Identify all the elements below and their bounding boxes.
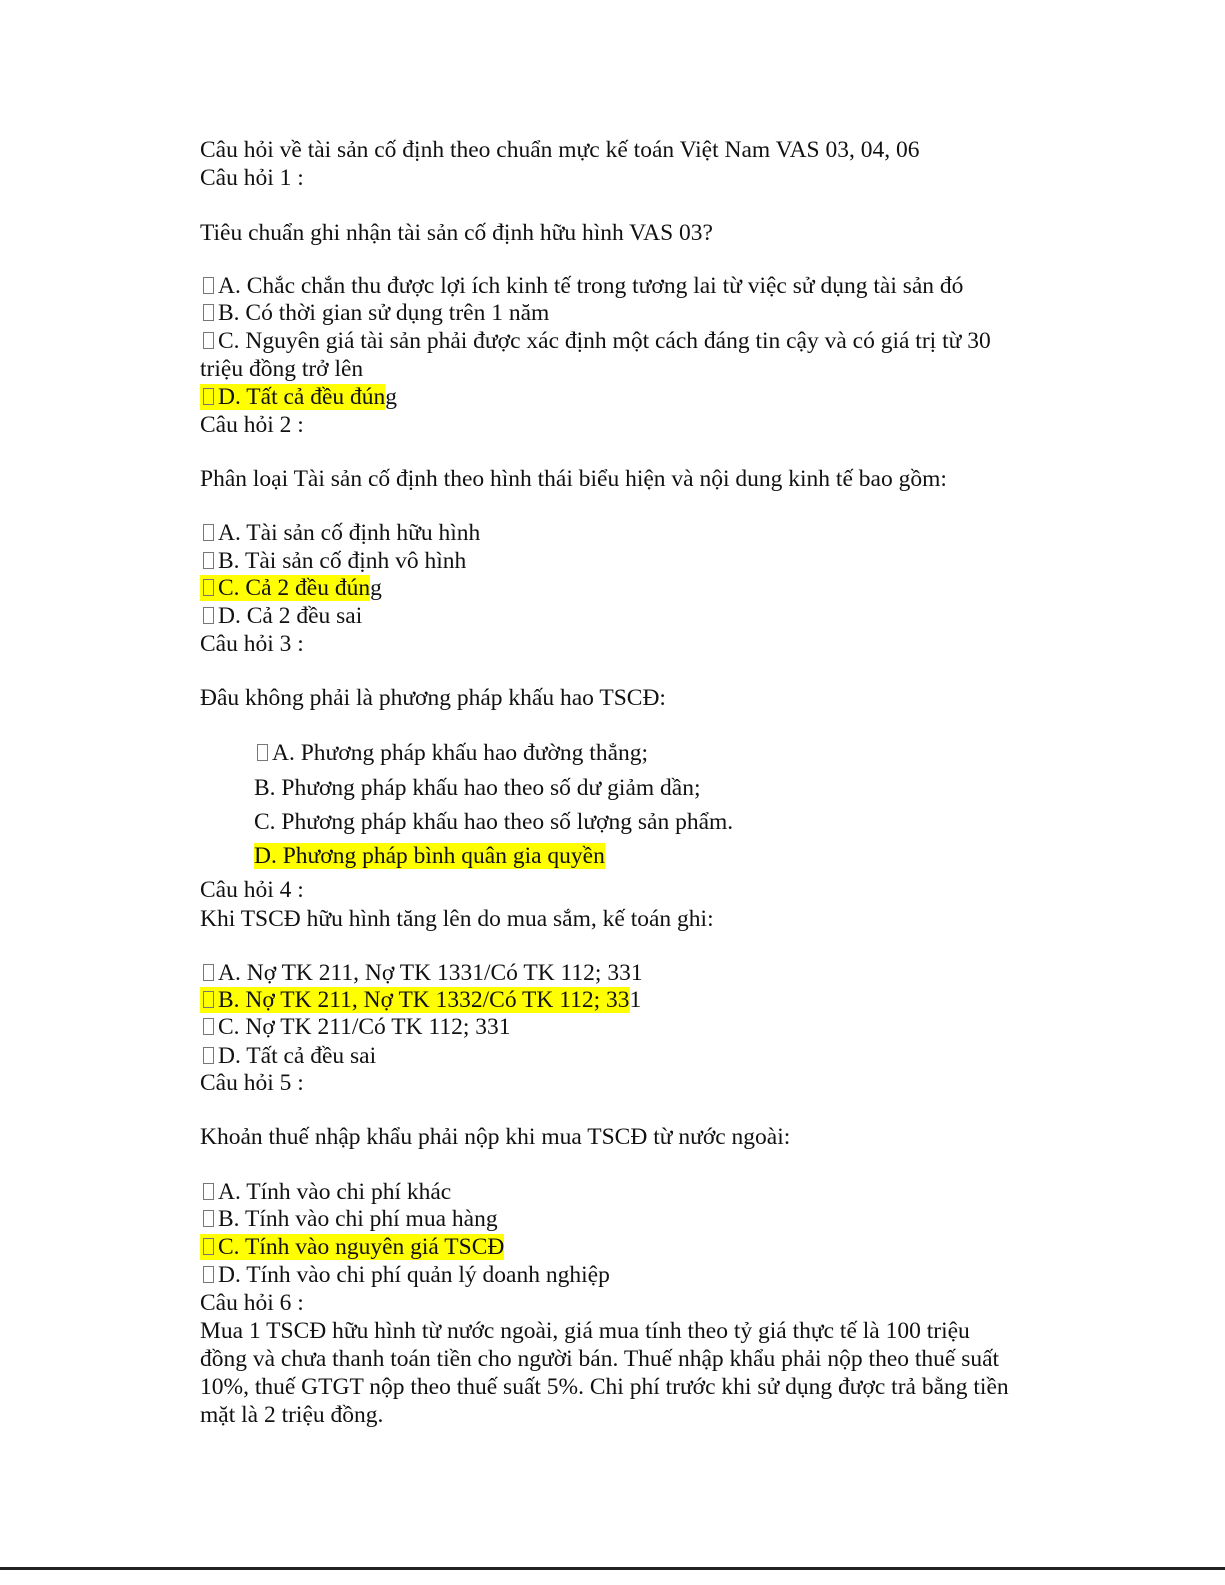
checkbox-glyph-icon [203, 1183, 214, 1200]
checkbox-glyph-icon [203, 579, 214, 596]
q1-option-a: A. Chắc chắn thu được lợi ích kinh tế trong tương lai từ việc sử dụng tài sản đó [200, 272, 963, 300]
q1-option-c: C. Nguyên giá tài sản phải được xác định một cách đáng tin cậy và có giá trị từ 30 [200, 327, 991, 355]
q2-option-a: A. Tài sản cố định hữu hình [200, 519, 480, 547]
q1-option-b: B. Có thời gian sử dụng trên 1 năm [200, 299, 549, 327]
checkbox-glyph-icon [203, 388, 214, 405]
question-2-label: Câu hỏi 2 : [200, 412, 304, 438]
q1-option-d-answer: D. Tất cả đều đúng [200, 383, 397, 411]
question-2-text: Phân loại Tài sản cố định theo hình thái biểu hiện và nội dung kinh tế bao gồm: [200, 466, 947, 492]
q2-option-c-answer: C. Cả 2 đều đúng [200, 574, 382, 602]
checkbox-glyph-icon [203, 964, 214, 981]
checkbox-glyph-icon [257, 744, 268, 761]
q5-option-c-answer [200, 1233, 504, 1261]
highlight: D. Phương pháp bình quân gia quyền [254, 843, 605, 869]
q3-option-a: A. Phương pháp khấu hao đường thẳng; [254, 739, 648, 767]
page-bottom-rule [0, 1567, 1225, 1570]
question-5-text: Khoản thuế nhập khẩu phải nộp khi mua TSCĐ từ nước ngoài: [200, 1124, 791, 1150]
checkbox-glyph-icon [203, 304, 214, 321]
question-3-label: Câu hỏi 3 : [200, 631, 304, 657]
checkbox-glyph-icon [203, 1047, 214, 1064]
highlight: C. Tính vào nguyên giá TSCĐ [200, 1234, 504, 1260]
question-1-label: Câu hỏi 1 : [200, 165, 304, 191]
checkbox-glyph-icon [203, 991, 214, 1008]
question-6-text-line-2: đồng và chưa thanh toán tiền cho người bán. Thuế nhập khẩu phải nộp theo thuế suất [200, 1346, 1000, 1372]
checkbox-glyph-icon [203, 1018, 214, 1035]
checkbox-glyph-icon [203, 1238, 214, 1255]
q5-option-a: A. Tính vào chi phí khác [200, 1178, 451, 1206]
checkbox-glyph-icon [203, 1266, 214, 1283]
q4-option-c: C. Nợ TK 211/Có TK 112; 331 [200, 1013, 511, 1041]
question-6-text-line-1: Mua 1 TSCĐ hữu hình từ nước ngoài, giá mua tính theo tỷ giá thực tế là 100 triệu [200, 1318, 970, 1344]
checkbox-glyph-icon [203, 277, 214, 294]
question-5-label: Câu hỏi 5 : [200, 1070, 304, 1096]
q3-option-c: C. Phương pháp khấu hao theo số lượng sản phẩm. [254, 809, 734, 835]
checkbox-glyph-icon [203, 524, 214, 541]
question-6-label: Câu hỏi 6 : [200, 1290, 304, 1316]
checkbox-glyph-icon [203, 332, 214, 349]
q5-option-b: B. Tính vào chi phí mua hàng [200, 1205, 498, 1233]
q2-option-b: B. Tài sản cố định vô hình [200, 547, 466, 575]
question-4-label: Câu hỏi 4 : [200, 877, 304, 903]
checkbox-glyph-icon [203, 1210, 214, 1227]
highlight: B. Nợ TK 211, Nợ TK 1332/Có TK 112; 33 [200, 987, 630, 1013]
q3-option-d-answer [254, 842, 605, 870]
q4-option-a: A. Nợ TK 211, Nợ TK 1331/Có TK 112; 331 [200, 959, 643, 987]
question-6-text-line-3: 10%, thuế GTGT nộp theo thuế suất 5%. Chi phí trước khi sử dụng được trả bằng tiền [200, 1374, 1009, 1400]
q4-option-d: D. Tất cả đều sai [200, 1042, 376, 1070]
checkbox-glyph-icon [203, 607, 214, 624]
q4-option-b-answer: B. Nợ TK 211, Nợ TK 1332/Có TK 112; 331 [200, 986, 641, 1014]
q3-option-b: B. Phương pháp khấu hao theo số dư giảm dần; [254, 775, 701, 801]
document-title: Câu hỏi về tài sản cố định theo chuẩn mực kế toán Việt Nam VAS 03, 04, 06 [200, 137, 920, 163]
highlight: C. Cả 2 đều đún [200, 575, 370, 601]
checkbox-glyph-icon [203, 552, 214, 569]
q1-option-c-continued: triệu đồng trở lên [200, 356, 364, 382]
question-6-text-line-4: mặt là 2 triệu đồng. [200, 1402, 384, 1428]
q2-option-d: D. Cả 2 đều sai [200, 602, 362, 630]
q5-option-d: D. Tính vào chi phí quản lý doanh nghiệp [200, 1261, 610, 1289]
question-3-text: Đâu không phải là phương pháp khấu hao TSCĐ: [200, 685, 666, 711]
highlight: D. Tất cả đều đún [200, 384, 385, 410]
question-4-text: Khi TSCĐ hữu hình tăng lên do mua sắm, kế toán ghi: [200, 906, 714, 932]
question-1-text: Tiêu chuẩn ghi nhận tài sản cố định hữu hình VAS 03? [200, 220, 713, 246]
